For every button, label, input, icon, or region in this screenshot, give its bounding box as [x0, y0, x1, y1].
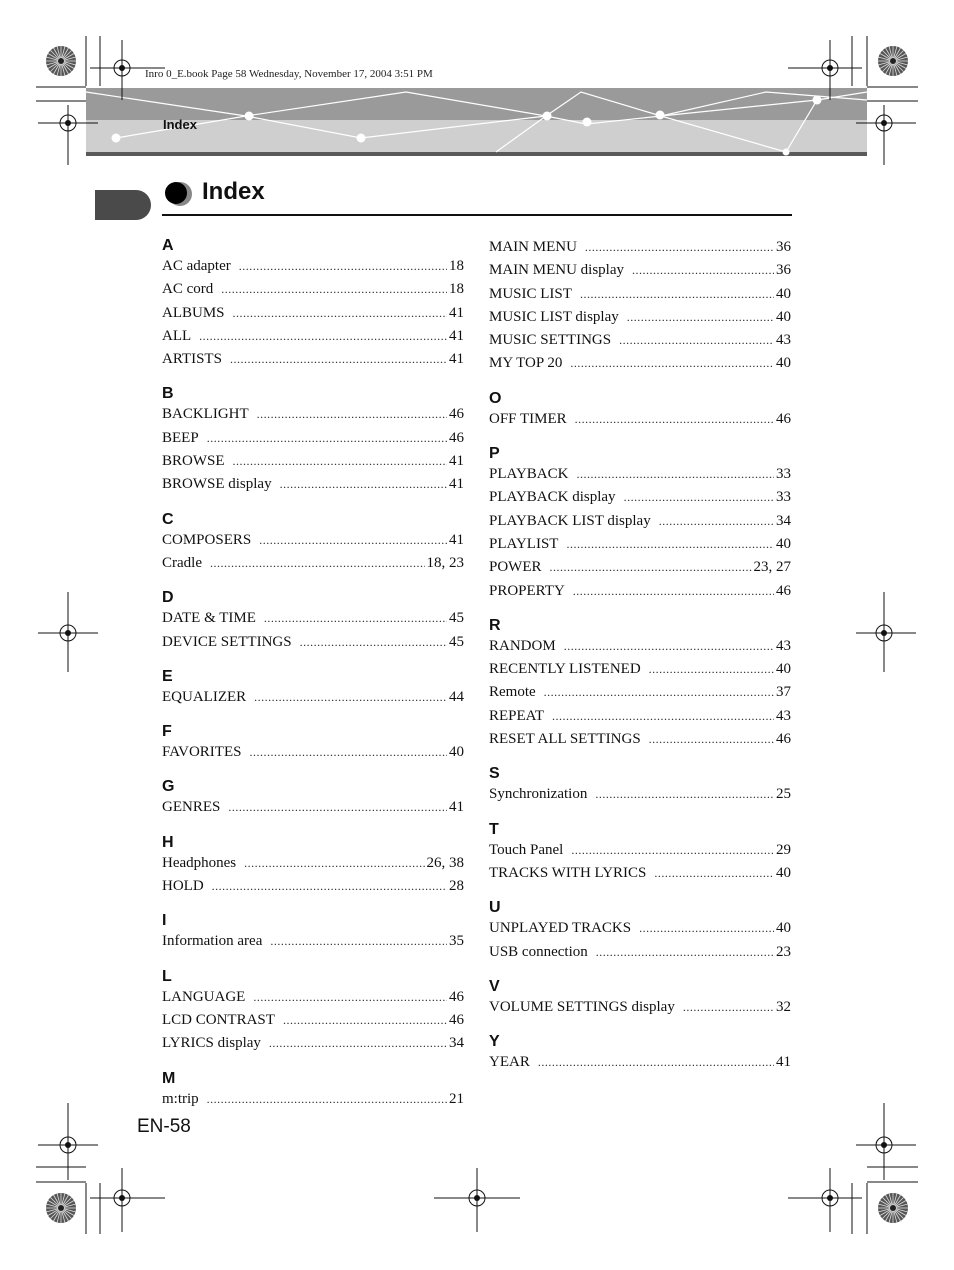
- index-term: EQUALIZER: [162, 688, 247, 705]
- index-letter-heading: G: [162, 778, 175, 796]
- index-page-ref: 46: [776, 731, 791, 748]
- registration-starburst-icon: [46, 46, 76, 76]
- index-page-ref: 46: [449, 429, 464, 446]
- index-term: MUSIC SETTINGS: [489, 332, 612, 349]
- index-term: RECENTLY LISTENED: [489, 661, 641, 678]
- index-term: VOLUME SETTINGS display: [489, 998, 675, 1015]
- index-term: PLAYBACK: [489, 466, 569, 483]
- index-page-ref: 41: [449, 327, 464, 344]
- index-term: POWER: [489, 559, 542, 576]
- index-page-ref: 35: [449, 933, 464, 950]
- index-term: BROWSE: [162, 453, 225, 470]
- index-page-ref: 33: [776, 466, 791, 483]
- index-term: PROPERTY: [489, 582, 565, 599]
- index-letter-heading: V: [489, 977, 500, 995]
- index-term: LANGUAGE: [162, 988, 246, 1005]
- index-term: UNPLAYED TRACKS: [489, 920, 632, 937]
- index-page-ref: 40: [776, 535, 791, 552]
- index-term: MUSIC LIST display: [489, 308, 619, 325]
- index-term: TRACKS WITH LYRICS: [489, 864, 647, 881]
- index-term: ALL: [162, 327, 192, 344]
- index-letter-heading: F: [162, 723, 172, 741]
- index-page-ref: 40: [776, 355, 791, 372]
- index-letter-heading: M: [162, 1069, 176, 1087]
- index-page-ref: 25: [776, 786, 791, 803]
- index-page-ref: 46: [449, 988, 464, 1005]
- index-letter-heading: E: [162, 667, 173, 685]
- index-page-ref: 18: [449, 281, 464, 298]
- index-term: Touch Panel: [489, 841, 564, 858]
- header-section-label: Index: [163, 117, 197, 132]
- index-letter-heading: H: [162, 833, 174, 851]
- registration-starburst-icon: [878, 1193, 908, 1223]
- index-page-ref: 32: [776, 998, 791, 1015]
- index-term: PLAYLIST: [489, 535, 559, 552]
- index-page-ref: 46: [776, 410, 791, 427]
- index-term: Cradle: [162, 554, 202, 571]
- index-term: DATE & TIME: [162, 610, 256, 627]
- index-page-ref: 41: [449, 799, 464, 816]
- index-term: FAVORITES: [162, 744, 242, 761]
- index-page-ref: 41: [449, 304, 464, 321]
- index-page-ref: 45: [449, 633, 464, 650]
- index-term: MY TOP 20: [489, 355, 563, 372]
- index-page-ref: 33: [776, 489, 791, 506]
- index-letter-heading: Y: [489, 1033, 500, 1051]
- registration-starburst-icon: [878, 46, 908, 76]
- page-title: Index: [202, 178, 265, 205]
- index-page-ref: 37: [776, 684, 791, 701]
- index-page-ref: 40: [776, 308, 791, 325]
- index-page-ref: 41: [449, 453, 464, 470]
- index-letter-heading: O: [489, 389, 502, 407]
- index-term: YEAR: [489, 1054, 530, 1071]
- index-page-ref: 41: [449, 476, 464, 493]
- index-term: REPEAT: [489, 707, 545, 724]
- index-page-ref: 34: [776, 512, 791, 529]
- index-page-ref: 29: [776, 841, 791, 858]
- index-term: Headphones: [162, 854, 237, 871]
- index-term: ALBUMS: [162, 304, 225, 321]
- index-page-ref: 18: [449, 258, 464, 274]
- print-file-info: Inro 0_E.book Page 58 Wednesday, November 17, 2004 3:51 PM: [145, 68, 433, 80]
- index-letter-heading: R: [489, 616, 501, 634]
- index-term: USB connection: [489, 943, 588, 960]
- index-letter-heading: D: [162, 589, 174, 607]
- index-page-ref: 46: [449, 1011, 464, 1028]
- index-page-ref: 46: [449, 406, 464, 423]
- index-page-ref: 43: [776, 332, 791, 349]
- index-page-ref: 28: [449, 878, 464, 895]
- index-letter-heading: T: [489, 820, 499, 838]
- index-letter-heading: C: [162, 510, 174, 528]
- index-term: Information area: [162, 933, 263, 950]
- index-term: LCD CONTRAST: [162, 1011, 275, 1028]
- index-page-ref: 40: [776, 661, 791, 678]
- index-term: MAIN MENU display: [489, 262, 624, 279]
- index-page-ref: 23, 27: [753, 559, 791, 576]
- index-page-ref: 40: [449, 744, 464, 761]
- index-term: LYRICS display: [162, 1035, 261, 1052]
- index-letter-heading: I: [162, 912, 167, 930]
- index-term: GENRES: [162, 799, 221, 816]
- index-term: ARTISTS: [162, 351, 222, 368]
- index-term: AC cord: [162, 281, 214, 298]
- index-letter-heading: S: [489, 765, 500, 783]
- index-letter-heading: P: [489, 445, 500, 463]
- index-term: m:trip: [162, 1090, 199, 1107]
- index-page-ref: 40: [776, 285, 791, 302]
- index-term: Remote: [489, 684, 536, 701]
- index-term: PLAYBACK display: [489, 489, 616, 506]
- index-term: RESET ALL SETTINGS: [489, 731, 641, 748]
- index-page-ref: 23: [776, 943, 791, 960]
- index-term: MAIN MENU: [489, 239, 577, 255]
- index-page-ref: 41: [776, 1054, 791, 1071]
- index-term: OFF TIMER: [489, 410, 567, 427]
- index-page-ref: 18, 23: [426, 554, 464, 571]
- index-term: BEEP: [162, 429, 199, 446]
- index-term: COMPOSERS: [162, 531, 252, 548]
- index-page-ref: 34: [449, 1035, 464, 1052]
- index-page-ref: 41: [449, 531, 464, 548]
- index-page-ref: 44: [449, 688, 464, 705]
- index-page-ref: 40: [776, 864, 791, 881]
- index-term: PLAYBACK LIST display: [489, 512, 651, 529]
- index-letter-heading: B: [162, 385, 174, 403]
- index-page-ref: 43: [776, 637, 791, 654]
- index-page-ref: 43: [776, 707, 791, 724]
- index-term: Synchronization: [489, 786, 588, 803]
- index-term: BROWSE display: [162, 476, 272, 493]
- index-page-ref: 36: [776, 239, 791, 255]
- index-page-ref: 26, 38: [426, 854, 464, 871]
- index-term: BACKLIGHT: [162, 406, 249, 423]
- index-page-ref: 41: [449, 351, 464, 368]
- index-page-ref: 36: [776, 262, 791, 279]
- page-number: EN-58: [137, 1116, 191, 1137]
- index-page-ref: 40: [776, 920, 791, 937]
- index-page-ref: 46: [776, 582, 791, 599]
- index-letter-heading: U: [489, 899, 501, 917]
- index-letter-heading: A: [162, 237, 174, 254]
- index-term: AC adapter: [162, 258, 231, 274]
- index-term: DEVICE SETTINGS: [162, 633, 292, 650]
- index-term: MUSIC LIST: [489, 285, 572, 302]
- registration-starburst-icon: [46, 1193, 76, 1223]
- index-term: RANDOM: [489, 637, 556, 654]
- index-letter-heading: L: [162, 967, 172, 985]
- index-page-ref: 21: [449, 1090, 464, 1107]
- index-term: HOLD: [162, 878, 204, 895]
- index-page-ref: 45: [449, 610, 464, 627]
